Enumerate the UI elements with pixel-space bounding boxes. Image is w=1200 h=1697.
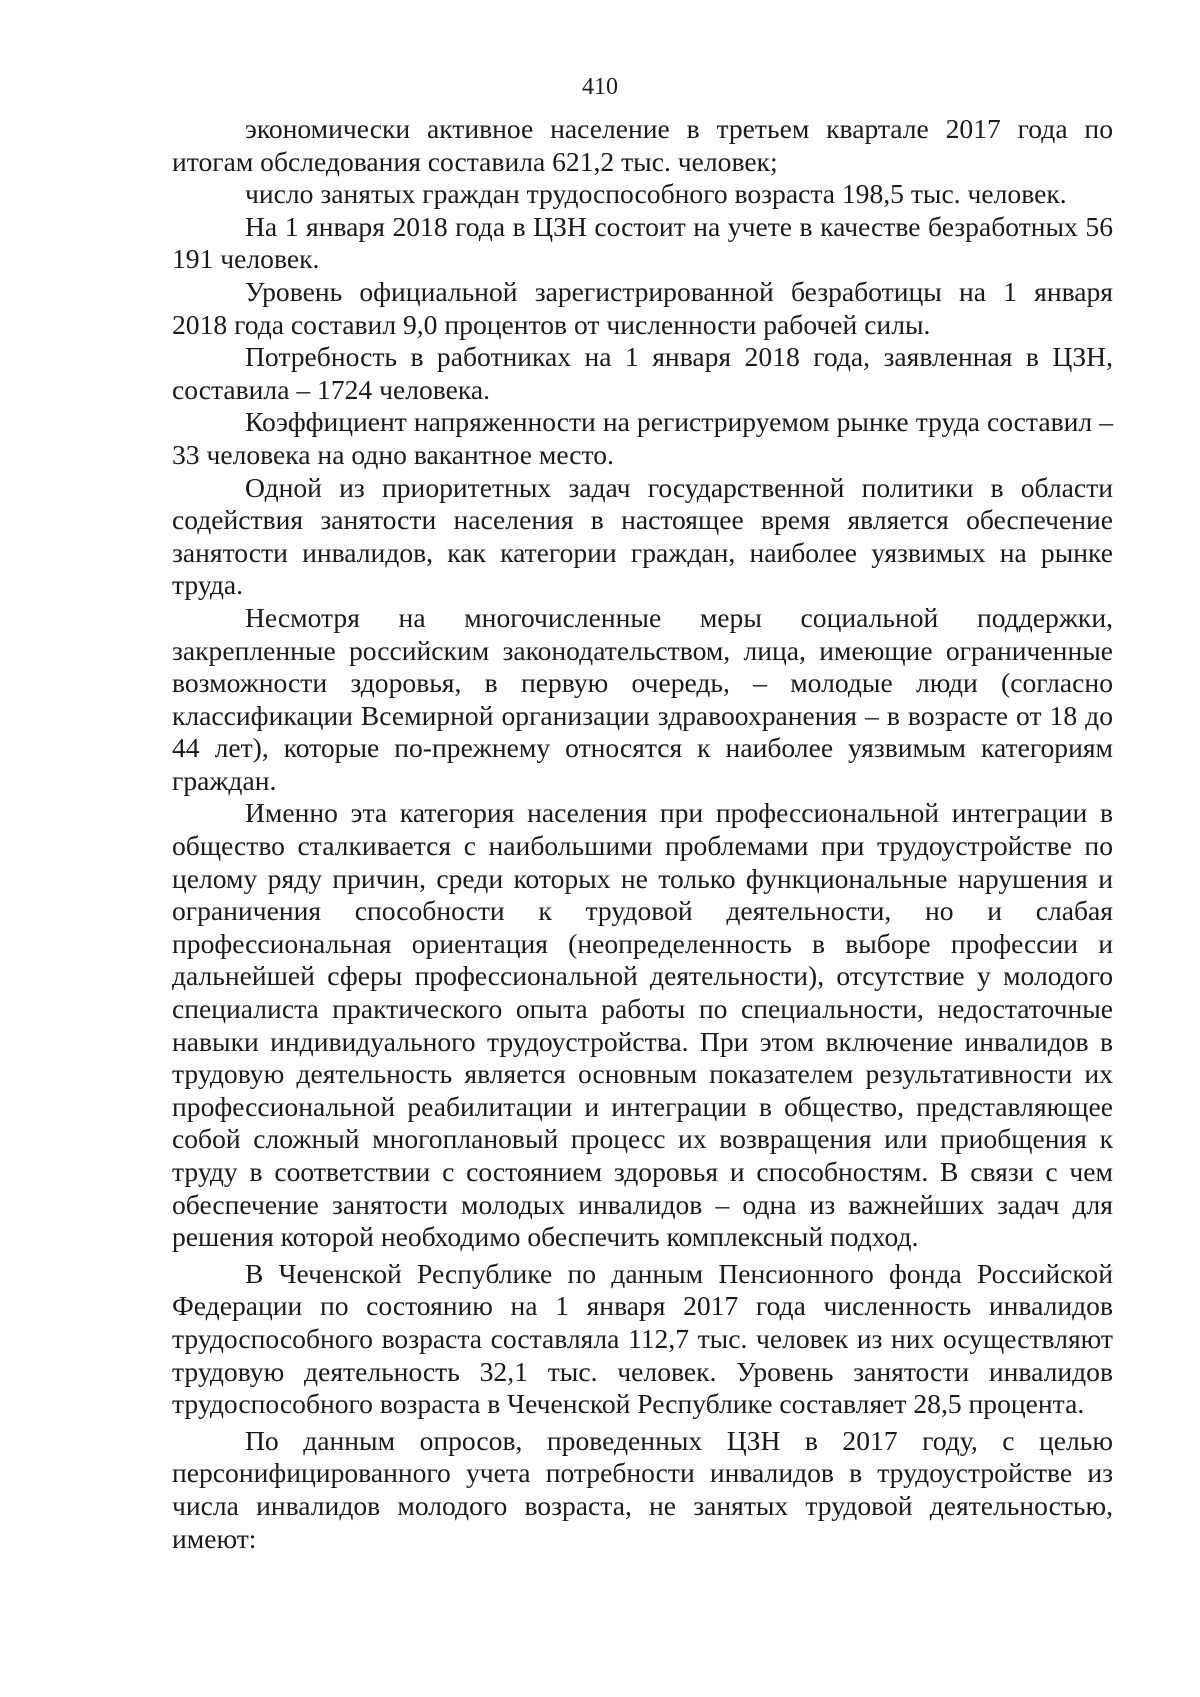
paragraph-survey-data: По данным опросов, проведенных ЦЗН в 2017 году, с целью персонифицированного учета потребности инвалидов в трудоустройстве из числа инвалидов молодого возраста, не занятых трудовой деятельностью, имеют: — [172, 1424, 1113, 1554]
paragraph-chechen-statistics: В Чеченской Республике по данным Пенсионного фонда Российской Федерации по состоянию на 1 января 2017 года численность инвалидов трудоспособного возраста составляла 112,7 тыс. человек из них осуществляют трудовую деятельность 32,1 тыс. человек. Уровень занятости инвалидов трудоспособного возраста в Чеченской Республике составляет 28,5 процента. — [172, 1257, 1113, 1420]
paragraph-unemployed-registered: На 1 января 2018 года в ЦЗН состоит на учете в качестве безработных 56 191 человек. — [172, 210, 1113, 275]
paragraph-integration-problems: Именно эта категория населения при профессиональной интеграции в общество сталкивается с наибольшими проблемами при трудоустройстве по целому ряду причин, среди которых не только функциональные нарушения и ограничения способности к трудовой деятельности, но и слабая профессиональная ориентация (неопределенность в выборе профессии и дальнейшей сферы профессиональной деятельности), отсутствие у молодого специалиста практического опыта работы по специальности, недостаточные навыки индивидуального трудоустройства. При этом включение инвалидов в трудовую деятельность является основным показателем результативности их профессиональной реабилитации и интеграции в общество, представляющее собой сложный многоплановый процесс их возвращения или приобщения к труду в соответствии с состоянием здоровья и способностям. В связи с чем обеспечение занятости молодых инвалидов – одна из важнейших задач для решения которой необходимо обеспечить комплексный подход. — [172, 797, 1113, 1253]
paragraph-employed-citizens: число занятых граждан трудоспособного возраста 198,5 тыс. человек. — [245, 178, 1067, 210]
page-number: 410 — [582, 74, 618, 100]
paragraph-tension-coefficient: Коэффициент напряженности на регистрируемом рынке труда составил – 33 человека на одно вакантное место. — [172, 406, 1113, 470]
paragraph-support-measures: Несмотря на многочисленные меры социальной поддержки, закрепленные российским законодательством, лица, имеющие ограниченные возможности здоровья, в первую очередь, – молодые люди (согласно классификации Всемирной организации здравоохранения – в возрасте от 18 до 44 лет), которые по-прежнему относятся к наиболее уязвимым категориям граждан. — [172, 601, 1113, 796]
paragraph-economically-active: экономически активное население в третьем квартале 2017 года по итогам обследования составила 621,2 тыс. человек; — [172, 113, 1113, 177]
paragraph-unemployment-level: Уровень официальной зарегистрированной безработицы на 1 января 2018 года составил 9,0 процентов от численности рабочей силы. — [172, 275, 1113, 340]
paragraph-priority-task: Одной из приоритетных задач государственной политики в области содействия занятости населения в настоящее время является обеспечение занятости инвалидов, как категории граждан, наиболее уязвимых на рынке труда. — [172, 471, 1113, 601]
document-body — [172, 113, 1113, 1555]
paragraph-worker-demand: Потребность в работниках на 1 января 2018 года, заявленная в ЦЗН, составила – 1724 человека. — [172, 341, 1113, 405]
